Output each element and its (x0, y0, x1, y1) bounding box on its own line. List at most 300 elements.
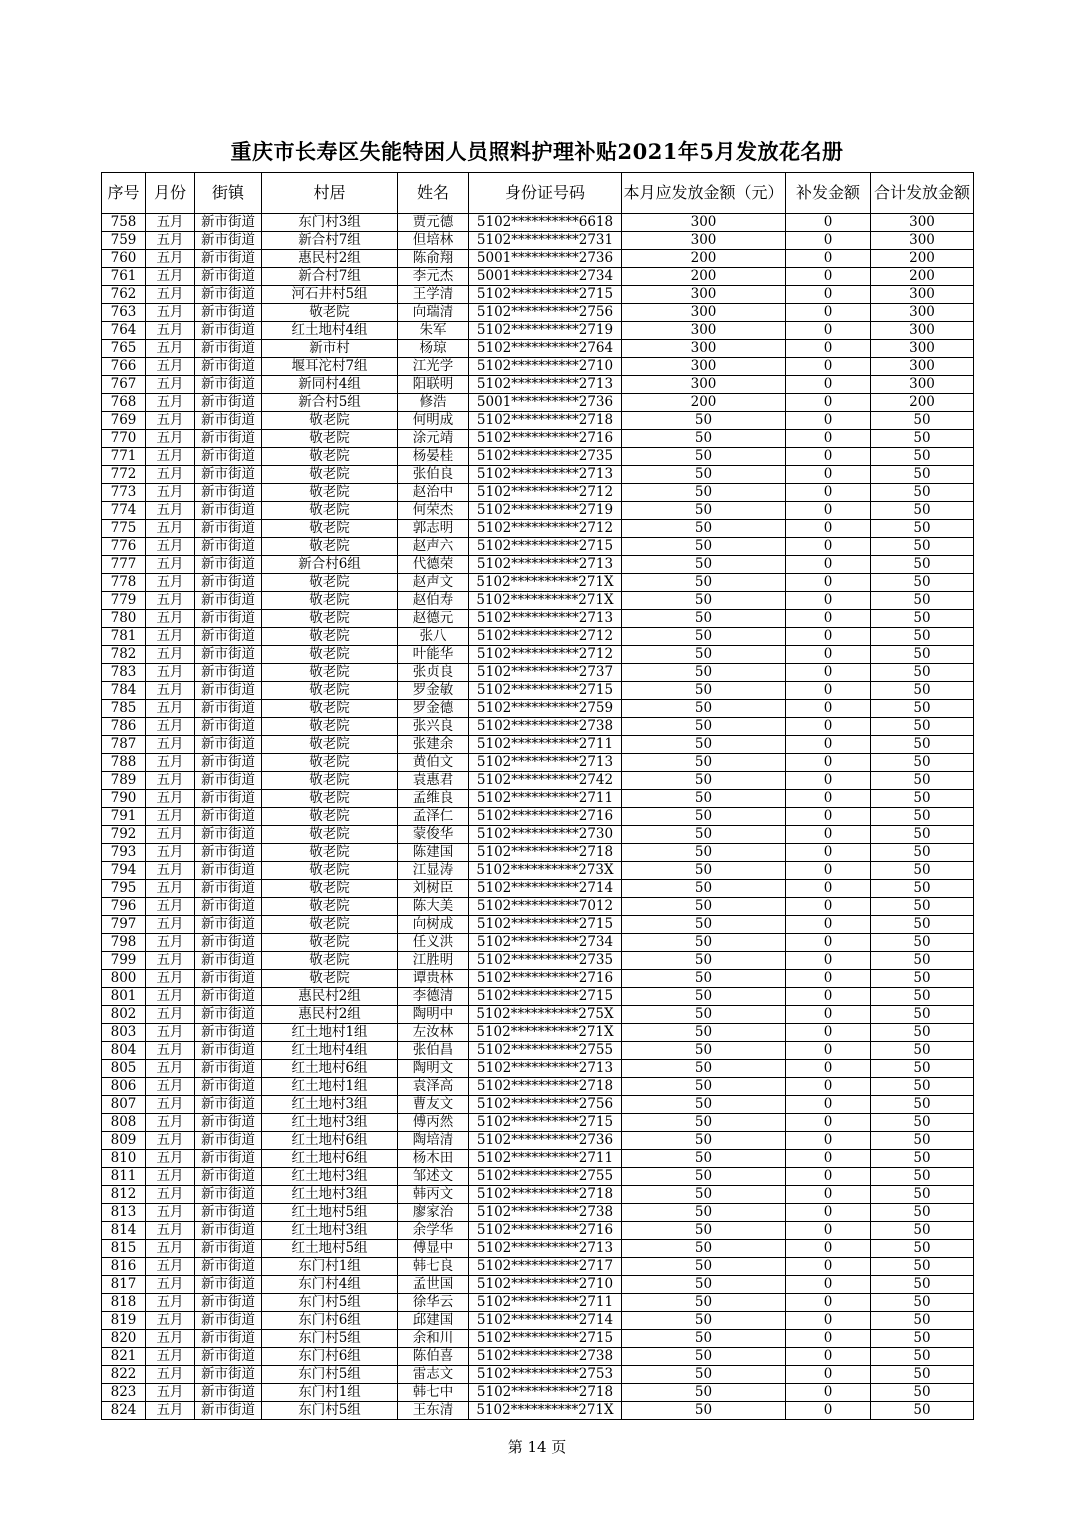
total-amount-cell: 50 (871, 520, 974, 538)
back-pay-cell: 0 (786, 250, 871, 268)
monthly-amount-cell: 50 (622, 1384, 786, 1402)
total-amount-cell: 50 (871, 862, 974, 880)
index-cell: 803 (102, 1024, 146, 1042)
month-cell: 五月 (146, 1060, 195, 1078)
street-cell: 新市街道 (195, 862, 262, 880)
index-cell: 774 (102, 502, 146, 520)
table-row (102, 358, 974, 376)
street-cell: 新市街道 (195, 808, 262, 826)
street-cell: 新市街道 (195, 484, 262, 502)
total-amount-cell: 50 (871, 646, 974, 664)
monthly-amount-cell: 50 (622, 772, 786, 790)
name-cell: 赵声文 (398, 574, 469, 592)
monthly-amount-cell: 300 (622, 214, 786, 232)
month-cell: 五月 (146, 556, 195, 574)
id-number-cell: 5102**********2716 (469, 430, 622, 448)
back-pay-cell: 0 (786, 1258, 871, 1276)
back-pay-cell: 0 (786, 574, 871, 592)
index-cell: 780 (102, 610, 146, 628)
total-amount-cell: 50 (871, 502, 974, 520)
monthly-amount-cell: 50 (622, 1204, 786, 1222)
back-pay-cell: 0 (786, 646, 871, 664)
table-row (102, 268, 974, 286)
back-pay-cell: 0 (786, 970, 871, 988)
table-row (102, 430, 974, 448)
total-amount-cell: 200 (871, 268, 974, 286)
monthly-amount-cell: 50 (622, 448, 786, 466)
monthly-amount-cell: 50 (622, 1186, 786, 1204)
street-cell: 新市街道 (195, 1132, 262, 1150)
total-amount-cell: 300 (871, 286, 974, 304)
total-amount-cell: 50 (871, 1222, 974, 1240)
back-pay-cell: 0 (786, 1294, 871, 1312)
monthly-amount-cell: 50 (622, 736, 786, 754)
street-cell: 新市街道 (195, 304, 262, 322)
back-pay-cell: 0 (786, 466, 871, 484)
id-number-cell: 5102**********2738 (469, 718, 622, 736)
village-cell: 红土地村3组 (262, 1186, 398, 1204)
id-number-cell: 5102**********7012 (469, 898, 622, 916)
name-cell: 杨晏桂 (398, 448, 469, 466)
back-pay-cell: 0 (786, 1276, 871, 1294)
village-cell: 敬老院 (262, 718, 398, 736)
id-number-cell: 5102**********2717 (469, 1258, 622, 1276)
table-row (102, 880, 974, 898)
name-cell: 韩七良 (398, 1258, 469, 1276)
index-cell: 763 (102, 304, 146, 322)
monthly-amount-cell: 50 (622, 1168, 786, 1186)
index-cell: 804 (102, 1042, 146, 1060)
village-cell: 东门村6组 (262, 1348, 398, 1366)
id-number-cell: 5102**********2713 (469, 376, 622, 394)
back-pay-cell: 0 (786, 1060, 871, 1078)
table-row (102, 916, 974, 934)
index-cell: 778 (102, 574, 146, 592)
id-number-cell: 5102**********2718 (469, 1384, 622, 1402)
id-number-cell: 5102**********2764 (469, 340, 622, 358)
table-row (102, 1402, 974, 1420)
month-cell: 五月 (146, 880, 195, 898)
total-amount-cell: 50 (871, 556, 974, 574)
village-cell: 敬老院 (262, 412, 398, 430)
index-cell: 819 (102, 1312, 146, 1330)
village-cell: 敬老院 (262, 682, 398, 700)
name-cell: 韩七中 (398, 1384, 469, 1402)
col-header-street: 街镇 (195, 173, 262, 214)
monthly-amount-cell: 50 (622, 754, 786, 772)
total-amount-cell: 300 (871, 232, 974, 250)
village-cell: 敬老院 (262, 448, 398, 466)
name-cell: 张伯良 (398, 466, 469, 484)
name-cell: 廖家治 (398, 1204, 469, 1222)
back-pay-cell: 0 (786, 988, 871, 1006)
month-cell: 五月 (146, 466, 195, 484)
name-cell: 袁泽高 (398, 1078, 469, 1096)
name-cell: 韩丙文 (398, 1186, 469, 1204)
back-pay-cell: 0 (786, 1168, 871, 1186)
table-row (102, 1060, 974, 1078)
back-pay-cell: 0 (786, 1240, 871, 1258)
back-pay-cell: 0 (786, 484, 871, 502)
name-cell: 郭志明 (398, 520, 469, 538)
month-cell: 五月 (146, 574, 195, 592)
index-cell: 759 (102, 232, 146, 250)
table-row (102, 1276, 974, 1294)
village-cell: 敬老院 (262, 898, 398, 916)
table-row (102, 1096, 974, 1114)
total-amount-cell: 50 (871, 736, 974, 754)
month-cell: 五月 (146, 412, 195, 430)
back-pay-cell: 0 (786, 340, 871, 358)
street-cell: 新市街道 (195, 664, 262, 682)
id-number-cell: 5102**********2711 (469, 736, 622, 754)
monthly-amount-cell: 50 (622, 898, 786, 916)
back-pay-cell: 0 (786, 610, 871, 628)
table-row (102, 502, 974, 520)
id-number-cell: 5102**********2753 (469, 1366, 622, 1384)
total-amount-cell: 50 (871, 898, 974, 916)
village-cell: 惠民村2组 (262, 1006, 398, 1024)
back-pay-cell: 0 (786, 1042, 871, 1060)
total-amount-cell: 50 (871, 1042, 974, 1060)
total-amount-cell: 50 (871, 772, 974, 790)
back-pay-cell: 0 (786, 754, 871, 772)
name-cell: 王学清 (398, 286, 469, 304)
village-cell: 敬老院 (262, 574, 398, 592)
monthly-amount-cell: 50 (622, 1276, 786, 1294)
street-cell: 新市街道 (195, 1276, 262, 1294)
street-cell: 新市街道 (195, 970, 262, 988)
village-cell: 敬老院 (262, 880, 398, 898)
street-cell: 新市街道 (195, 682, 262, 700)
street-cell: 新市街道 (195, 1330, 262, 1348)
id-number-cell: 5102**********2737 (469, 664, 622, 682)
street-cell: 新市街道 (195, 898, 262, 916)
village-cell: 敬老院 (262, 970, 398, 988)
name-cell: 何明成 (398, 412, 469, 430)
col-header-village: 村居 (262, 173, 398, 214)
table-row (102, 1132, 974, 1150)
village-cell: 红土地村6组 (262, 1060, 398, 1078)
village-cell: 敬老院 (262, 808, 398, 826)
table-row (102, 1006, 974, 1024)
name-cell: 张兴良 (398, 718, 469, 736)
village-cell: 红土地村4组 (262, 322, 398, 340)
back-pay-cell: 0 (786, 214, 871, 232)
index-cell: 784 (102, 682, 146, 700)
index-cell: 788 (102, 754, 146, 772)
street-cell: 新市街道 (195, 1366, 262, 1384)
total-amount-cell: 50 (871, 934, 974, 952)
village-cell: 敬老院 (262, 700, 398, 718)
total-amount-cell: 50 (871, 1258, 974, 1276)
total-amount-cell: 50 (871, 1402, 974, 1420)
table-row (102, 808, 974, 826)
village-cell: 敬老院 (262, 844, 398, 862)
index-cell: 813 (102, 1204, 146, 1222)
table-row (102, 520, 974, 538)
index-cell: 793 (102, 844, 146, 862)
total-amount-cell: 50 (871, 448, 974, 466)
monthly-amount-cell: 50 (622, 826, 786, 844)
id-number-cell: 5102**********2719 (469, 502, 622, 520)
village-cell: 堰耳沱村7组 (262, 358, 398, 376)
village-cell: 新合村5组 (262, 394, 398, 412)
table-row (102, 826, 974, 844)
month-cell: 五月 (146, 1024, 195, 1042)
street-cell: 新市街道 (195, 340, 262, 358)
street-cell: 新市街道 (195, 1168, 262, 1186)
name-cell: 刘树臣 (398, 880, 469, 898)
name-cell: 但培林 (398, 232, 469, 250)
month-cell: 五月 (146, 250, 195, 268)
table-row (102, 754, 974, 772)
back-pay-cell: 0 (786, 1078, 871, 1096)
village-cell: 东门村5组 (262, 1294, 398, 1312)
total-amount-cell: 50 (871, 1384, 974, 1402)
street-cell: 新市街道 (195, 1006, 262, 1024)
index-cell: 795 (102, 880, 146, 898)
street-cell: 新市街道 (195, 790, 262, 808)
index-cell: 792 (102, 826, 146, 844)
index-cell: 817 (102, 1276, 146, 1294)
village-cell: 敬老院 (262, 484, 398, 502)
month-cell: 五月 (146, 1150, 195, 1168)
total-amount-cell: 300 (871, 358, 974, 376)
street-cell: 新市街道 (195, 502, 262, 520)
name-cell: 涂元靖 (398, 430, 469, 448)
street-cell: 新市街道 (195, 826, 262, 844)
table-row (102, 610, 974, 628)
table-row (102, 1366, 974, 1384)
street-cell: 新市街道 (195, 916, 262, 934)
index-cell: 766 (102, 358, 146, 376)
total-amount-cell: 50 (871, 574, 974, 592)
monthly-amount-cell: 50 (622, 1330, 786, 1348)
id-number-cell: 5102**********2738 (469, 1348, 622, 1366)
month-cell: 五月 (146, 1006, 195, 1024)
id-number-cell: 5102**********2755 (469, 1168, 622, 1186)
name-cell: 傅显中 (398, 1240, 469, 1258)
id-number-cell: 5102**********273X (469, 862, 622, 880)
table-row (102, 322, 974, 340)
street-cell: 新市街道 (195, 844, 262, 862)
index-cell: 821 (102, 1348, 146, 1366)
street-cell: 新市街道 (195, 1204, 262, 1222)
id-number-cell: 5102**********2712 (469, 484, 622, 502)
id-number-cell: 5102**********275X (469, 1006, 622, 1024)
name-cell: 陈俞翔 (398, 250, 469, 268)
index-cell: 789 (102, 772, 146, 790)
name-cell: 向树成 (398, 916, 469, 934)
index-cell: 776 (102, 538, 146, 556)
village-cell: 东门村1组 (262, 1258, 398, 1276)
name-cell: 赵声六 (398, 538, 469, 556)
name-cell: 谭贵林 (398, 970, 469, 988)
street-cell: 新市街道 (195, 646, 262, 664)
index-cell: 781 (102, 628, 146, 646)
index-cell: 800 (102, 970, 146, 988)
village-cell: 敬老院 (262, 592, 398, 610)
table-row (102, 1240, 974, 1258)
back-pay-cell: 0 (786, 304, 871, 322)
village-cell: 红土地村3组 (262, 1168, 398, 1186)
index-cell: 760 (102, 250, 146, 268)
back-pay-cell: 0 (786, 1204, 871, 1222)
index-cell: 785 (102, 700, 146, 718)
total-amount-cell: 50 (871, 808, 974, 826)
index-cell: 801 (102, 988, 146, 1006)
total-amount-cell: 50 (871, 538, 974, 556)
table-row (102, 1024, 974, 1042)
table-row (102, 250, 974, 268)
back-pay-cell: 0 (786, 844, 871, 862)
month-cell: 五月 (146, 502, 195, 520)
name-cell: 朱军 (398, 322, 469, 340)
id-number-cell: 5001**********2736 (469, 250, 622, 268)
street-cell: 新市街道 (195, 448, 262, 466)
monthly-amount-cell: 50 (622, 538, 786, 556)
back-pay-cell: 0 (786, 538, 871, 556)
month-cell: 五月 (146, 430, 195, 448)
table-row (102, 970, 974, 988)
index-cell: 769 (102, 412, 146, 430)
name-cell: 黄伯文 (398, 754, 469, 772)
total-amount-cell: 50 (871, 466, 974, 484)
name-cell: 赵伯寿 (398, 592, 469, 610)
monthly-amount-cell: 200 (622, 250, 786, 268)
id-number-cell: 5102**********2710 (469, 358, 622, 376)
street-cell: 新市街道 (195, 250, 262, 268)
month-cell: 五月 (146, 1078, 195, 1096)
street-cell: 新市街道 (195, 1240, 262, 1258)
id-number-cell: 5102**********2719 (469, 322, 622, 340)
month-cell: 五月 (146, 646, 195, 664)
village-cell: 东门村5组 (262, 1330, 398, 1348)
monthly-amount-cell: 50 (622, 790, 786, 808)
total-amount-cell: 50 (871, 664, 974, 682)
total-amount-cell: 50 (871, 592, 974, 610)
id-number-cell: 5102**********2735 (469, 448, 622, 466)
monthly-amount-cell: 50 (622, 430, 786, 448)
street-cell: 新市街道 (195, 952, 262, 970)
name-cell: 徐华云 (398, 1294, 469, 1312)
id-number-cell: 5102**********2756 (469, 1096, 622, 1114)
col-header-name: 姓名 (398, 173, 469, 214)
monthly-amount-cell: 50 (622, 664, 786, 682)
village-cell: 敬老院 (262, 502, 398, 520)
street-cell: 新市街道 (195, 556, 262, 574)
street-cell: 新市街道 (195, 1096, 262, 1114)
month-cell: 五月 (146, 1276, 195, 1294)
table-row (102, 286, 974, 304)
total-amount-cell: 50 (871, 1024, 974, 1042)
id-number-cell: 5102**********2718 (469, 412, 622, 430)
name-cell: 余和川 (398, 1330, 469, 1348)
back-pay-cell: 0 (786, 1384, 871, 1402)
id-number-cell: 5102**********2715 (469, 988, 622, 1006)
village-cell: 新合村7组 (262, 268, 398, 286)
village-cell: 敬老院 (262, 430, 398, 448)
id-number-cell: 5102**********2718 (469, 1186, 622, 1204)
back-pay-cell: 0 (786, 628, 871, 646)
name-cell: 左汝林 (398, 1024, 469, 1042)
monthly-amount-cell: 300 (622, 286, 786, 304)
monthly-amount-cell: 50 (622, 1078, 786, 1096)
monthly-amount-cell: 50 (622, 592, 786, 610)
month-cell: 五月 (146, 1258, 195, 1276)
table-row (102, 1294, 974, 1312)
month-cell: 五月 (146, 376, 195, 394)
id-number-cell: 5102**********2716 (469, 970, 622, 988)
month-cell: 五月 (146, 898, 195, 916)
back-pay-cell: 0 (786, 1348, 871, 1366)
back-pay-cell: 0 (786, 718, 871, 736)
village-cell: 敬老院 (262, 790, 398, 808)
name-cell: 杨琼 (398, 340, 469, 358)
back-pay-cell: 0 (786, 1132, 871, 1150)
index-cell: 762 (102, 286, 146, 304)
index-cell: 820 (102, 1330, 146, 1348)
street-cell: 新市街道 (195, 574, 262, 592)
village-cell: 新合村7组 (262, 232, 398, 250)
table-row (102, 1114, 974, 1132)
index-cell: 805 (102, 1060, 146, 1078)
name-cell: 张伯昌 (398, 1042, 469, 1060)
index-cell: 802 (102, 1006, 146, 1024)
total-amount-cell: 50 (871, 880, 974, 898)
monthly-amount-cell: 50 (622, 610, 786, 628)
total-amount-cell: 50 (871, 484, 974, 502)
index-cell: 807 (102, 1096, 146, 1114)
index-cell: 811 (102, 1168, 146, 1186)
name-cell: 陶培清 (398, 1132, 469, 1150)
monthly-amount-cell: 50 (622, 1240, 786, 1258)
monthly-amount-cell: 300 (622, 232, 786, 250)
index-cell: 797 (102, 916, 146, 934)
village-cell: 敬老院 (262, 862, 398, 880)
table-row (102, 1258, 974, 1276)
name-cell: 曹友文 (398, 1096, 469, 1114)
month-cell: 五月 (146, 1168, 195, 1186)
id-number-cell: 5102**********2716 (469, 1222, 622, 1240)
monthly-amount-cell: 50 (622, 1096, 786, 1114)
month-cell: 五月 (146, 736, 195, 754)
month-cell: 五月 (146, 592, 195, 610)
index-cell: 824 (102, 1402, 146, 1420)
month-cell: 五月 (146, 304, 195, 322)
index-cell: 791 (102, 808, 146, 826)
street-cell: 新市街道 (195, 934, 262, 952)
name-cell: 罗金敏 (398, 682, 469, 700)
month-cell: 五月 (146, 1114, 195, 1132)
index-cell: 764 (102, 322, 146, 340)
table-row (102, 592, 974, 610)
village-cell: 敬老院 (262, 538, 398, 556)
month-cell: 五月 (146, 1330, 195, 1348)
month-cell: 五月 (146, 340, 195, 358)
back-pay-cell: 0 (786, 520, 871, 538)
table-row (102, 952, 974, 970)
total-amount-cell: 300 (871, 340, 974, 358)
col-header-monthly-amount: 本月应发放金额（元） (622, 173, 786, 214)
month-cell: 五月 (146, 448, 195, 466)
name-cell: 邱建国 (398, 1312, 469, 1330)
id-number-cell: 5102**********2756 (469, 304, 622, 322)
back-pay-cell: 0 (786, 232, 871, 250)
back-pay-cell: 0 (786, 1330, 871, 1348)
village-cell: 东门村6组 (262, 1312, 398, 1330)
